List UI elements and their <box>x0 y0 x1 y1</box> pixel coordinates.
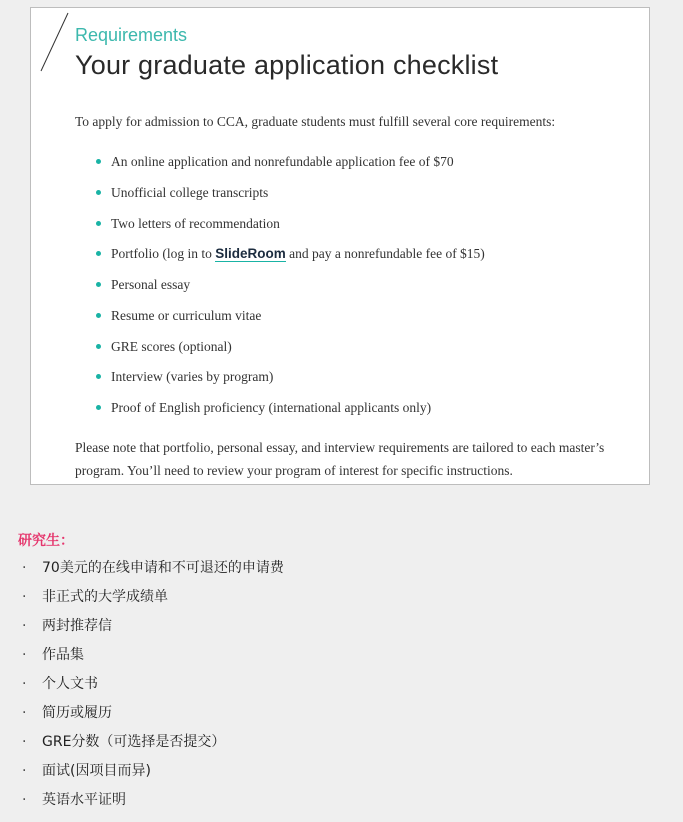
bullet-dot-icon <box>96 159 101 164</box>
list-item: · 两封推荐信 <box>22 618 112 634</box>
bullet-icon: · <box>22 763 27 779</box>
bullet-icon: · <box>22 589 27 605</box>
list-item: Interview (varies by program) <box>95 368 485 399</box>
bullet-icon: · <box>22 705 27 721</box>
slash-decoration-icon <box>39 12 69 72</box>
bullet-dot-icon <box>96 190 101 195</box>
list-item: · 个人文书 <box>22 676 98 692</box>
list-item: An online application and nonrefundable application fee of $70 <box>95 153 485 184</box>
requirements-list <box>95 153 485 430</box>
bullet-icon: · <box>22 647 27 663</box>
bullet-dot-icon <box>96 344 101 349</box>
bullet-dot-icon <box>96 374 101 379</box>
bullet-dot-icon <box>96 251 101 256</box>
list-item: · 作品集 <box>22 647 84 663</box>
bullet-icon: · <box>22 560 27 576</box>
chinese-list <box>22 558 284 819</box>
page-title: Your graduate application checklist <box>75 50 499 80</box>
note-text: Please note that portfolio, personal essay, and interview requirements are tailored to each master’s program. You’ll need to review your program of interest for specific instructions. <box>75 440 605 478</box>
bullet-icon: · <box>22 792 27 808</box>
bullet-icon: · <box>22 676 27 692</box>
list-item: Two letters of recommendation <box>95 215 485 246</box>
bullet-icon: · <box>22 618 27 634</box>
bullet-icon: · <box>22 734 27 750</box>
list-item: Unofficial college transcripts <box>95 184 485 215</box>
chinese-heading: 研究生： <box>18 533 74 549</box>
list-item: · 70美元的在线申请和不可退还的申请费 <box>22 560 284 576</box>
list-item: Portfolio (log in to SlideRoom and pay a nonrefundable fee of $15) <box>95 245 485 276</box>
section-eyebrow: Requirements <box>75 25 188 45</box>
list-item: · 英语水平证明 <box>22 792 126 808</box>
bullet-dot-icon <box>96 405 101 410</box>
bullet-dot-icon <box>96 282 101 287</box>
list-item: · 简历或履历 <box>22 705 112 721</box>
intro-text: To apply for admission to CCA, graduate students must fulfill several core requirements: <box>75 114 556 129</box>
bullet-dot-icon <box>96 221 101 226</box>
list-item: Personal essay <box>95 276 485 307</box>
list-item: Resume or curriculum vitae <box>95 307 485 338</box>
list-item: · 非正式的大学成绩单 <box>22 589 168 605</box>
slideroom-link[interactable]: SlideRoom <box>215 246 286 262</box>
bullet-dot-icon <box>96 313 101 318</box>
list-item: · 面试(因项目而异) <box>22 763 151 779</box>
list-item: Proof of English proficiency (international applicants only) <box>95 399 485 430</box>
requirements-card <box>30 7 650 485</box>
list-item: · GRE分数（可选择是否提交） <box>22 734 226 750</box>
list-item: GRE scores (optional) <box>95 338 485 369</box>
